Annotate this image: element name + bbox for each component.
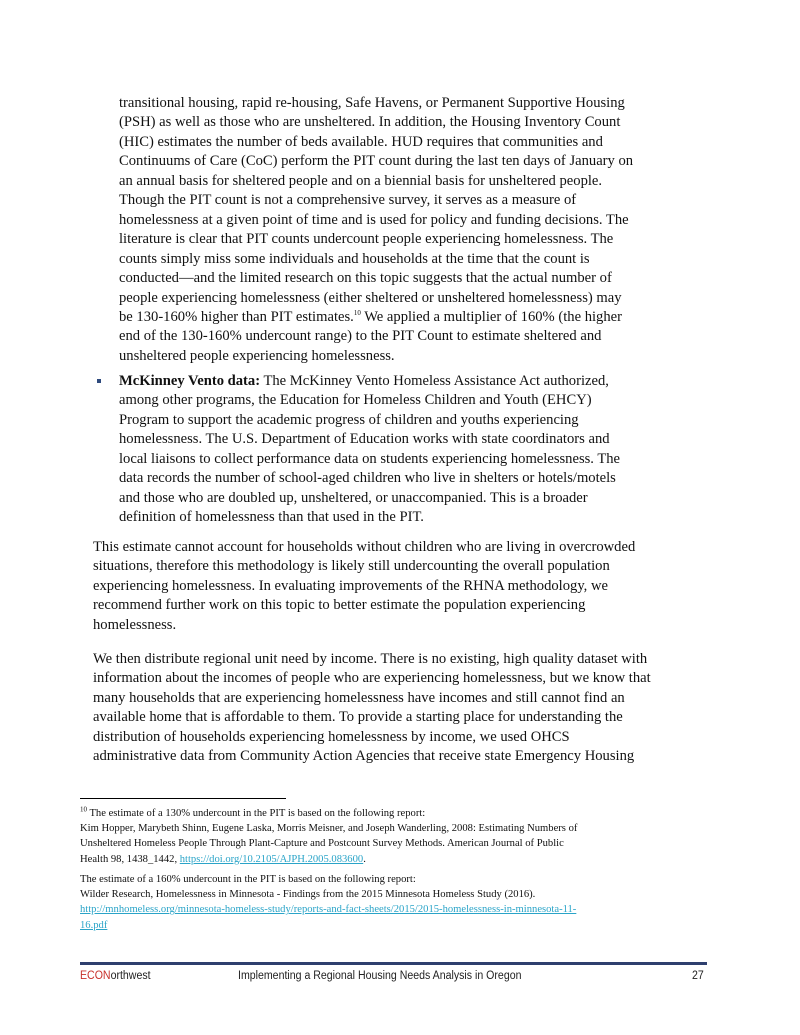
- doi-link[interactable]: https://doi.org/10.2105/AJPH.2005.083600: [179, 853, 364, 865]
- text-line: local liaisons to collect performance data on students experiencing homelessness. The: [119, 450, 621, 467]
- text-line: information about the incomes of people who are experiencing homelessness, but we know that: [93, 670, 651, 687]
- footnote-10-second: [80, 872, 576, 933]
- text-line: among other programs, the Education for Homeless Children and Youth (EHCY): [119, 392, 592, 409]
- text-line: We then distribute regional unit need by income. There is no existing, high quality dataset with: [93, 651, 648, 667]
- footnote-ref[interactable]: 10: [353, 309, 361, 318]
- brand-econ: ECON: [80, 970, 111, 982]
- mnhomeless-link[interactable]: http://mnhomeless.org/minnesota-homeless-study/reports-and-fact-sheets/2015/2015-homelessness-in-minnesota-11-: [80, 904, 577, 916]
- text-line: (PSH) as well as those who are unsheltered. In addition, the Housing Inventory Count: [119, 114, 621, 131]
- text-line: conducted—and the limited research on this topic suggests that the actual number of: [119, 270, 612, 287]
- text-line: definition of homelessness than that used in the PIT.: [119, 509, 424, 526]
- text-line: Wilder Research, Homelessness in Minnesota - Findings from the 2015 Minnesota Homeless Study (2016).: [80, 889, 536, 901]
- text-line: Program to support the academic progress of children and youths experiencing: [119, 411, 579, 428]
- text: We applied a multiplier of 160% (the higher: [360, 308, 622, 325]
- text-line: data records the number of school-aged children who live in shelters or hotels/motels: [119, 470, 616, 487]
- text-line: [119, 308, 633, 327]
- text-line: counts simply miss some individuals and households at the time that the count is: [119, 250, 590, 267]
- page-number: 27: [692, 970, 704, 982]
- bullet-title: McKinney Vento data:: [119, 373, 261, 389]
- mckinney-bullet: [119, 372, 620, 528]
- footer-brand: [80, 970, 151, 982]
- text-line: homelessness at a given point of time and is used for policy and funding decisions. The: [119, 211, 629, 228]
- text-line: experiencing homelessness. In evaluating improvements of the RHNA methodology, we: [93, 577, 608, 594]
- paragraph-income: [93, 650, 651, 767]
- text-line: an annual basis for sheltered people and on a biennial basis for unsheltered people.: [119, 172, 603, 189]
- text-line: Though the PIT count is not a comprehensive survey, it serves as a measure of: [119, 192, 577, 209]
- footnote-10: [80, 806, 577, 867]
- text-line: Unsheltered Homeless People Through Plant-Capture and Postcount Survey Methods. American Journal of Public: [80, 838, 564, 850]
- footnote-separator: [80, 798, 286, 799]
- text-line: homelessness. The U.S. Department of Education works with state coordinators and: [119, 431, 610, 448]
- text-line: unsheltered people experiencing homelessness.: [119, 347, 395, 364]
- brand-rest: orthwest: [110, 970, 151, 982]
- text-line: (HIC) estimates the number of beds available. HUD requires that communities and: [119, 133, 603, 150]
- footer-title: Implementing a Regional Housing Needs Analysis in Oregon: [238, 970, 522, 982]
- pit-bullet-continuation: [119, 94, 633, 366]
- paragraph-estimate: [93, 538, 635, 635]
- text-line: This estimate cannot account for households without children who are living in overcrowded: [93, 539, 636, 555]
- text-line: available home that is affordable to them. To provide a starting place for understanding the: [93, 709, 623, 726]
- text-line: literature is clear that PIT counts undercount people experiencing homelessness. The: [119, 231, 614, 248]
- text-line: end of the 130-160% undercount range) to the PIT Count to estimate sheltered and: [119, 328, 602, 345]
- text-line: people experiencing homelessness (either sheltered or unsheltered homelessness) may: [119, 289, 622, 306]
- bullet-icon: [97, 379, 101, 383]
- text-line: transitional housing, rapid re-housing, Safe Havens, or Permanent Supportive Housing: [119, 95, 625, 111]
- text-line: Continuums of Care (CoC) perform the PIT count during the last ten days of January on: [119, 153, 634, 170]
- text-line: [119, 372, 620, 391]
- mnhomeless-link[interactable]: 16.pdf: [80, 919, 108, 931]
- text-line: [80, 806, 577, 821]
- text-line: distribution of households experiencing homelessness by income, we used OHCS: [93, 728, 570, 745]
- text-line: homelessness.: [93, 616, 177, 633]
- text-line: situations, therefore this methodology is likely still undercounting the overall population: [93, 558, 610, 575]
- text: .: [363, 853, 366, 865]
- text: The estimate of a 130% undercount in the PIT is based on the following report:: [87, 808, 426, 819]
- text: The McKinney Vento Homeless Assistance Act authorized,: [260, 373, 609, 389]
- text-line: Kim Hopper, Marybeth Shinn, Eugene Laska, Morris Meisner, and Joseph Wanderling, 2008: Estimating Numbers of: [80, 823, 578, 835]
- footnote-number: 10: [80, 805, 87, 814]
- text-line: The estimate of a 160% undercount in the PIT is based on the following report:: [80, 874, 416, 885]
- text-line: and those who are doubled up, unsheltered, or unaccompanied. This is a broader: [119, 489, 588, 506]
- footer-rule: [80, 962, 707, 965]
- text-line: recommend further work on this topic to better estimate the population experiencing: [93, 597, 586, 614]
- text: be 130-160% higher than PIT estimates.: [119, 308, 354, 325]
- text: Health 98, 1438_1442,: [80, 853, 180, 865]
- text-line: administrative data from Community Action Agencies that receive state Emergency Housing: [93, 748, 635, 765]
- text-line: [80, 852, 577, 867]
- text-line: many households that are experiencing homelessness have incomes and still cannot find an: [93, 689, 625, 706]
